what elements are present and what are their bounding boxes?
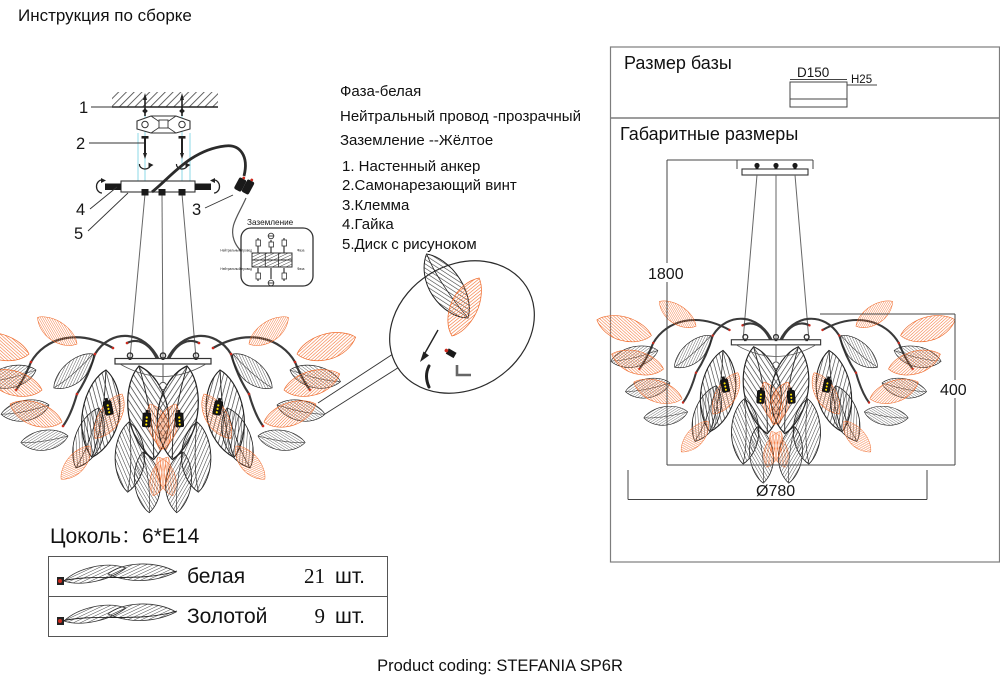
nut <box>142 189 149 196</box>
base-height-label: H25 <box>851 74 873 86</box>
parts-item-5: 5.Диск с рисуноком <box>342 235 477 253</box>
ceiling-hatch <box>112 92 218 107</box>
nut <box>159 189 166 196</box>
dim-diameter-label: Ø780 <box>756 483 796 500</box>
gold-leaf-icon <box>53 601 183 633</box>
suspension-wires-left <box>130 194 196 358</box>
grounding-box <box>220 218 313 286</box>
table-row-white <box>49 557 387 596</box>
screw <box>139 136 153 169</box>
nut <box>179 189 186 196</box>
terminal-label-neutral-bottom: Нейтральный провод <box>220 267 252 271</box>
detail-callout <box>318 234 559 420</box>
base-diameter-label: D150 <box>797 65 830 80</box>
base-drawing <box>790 65 877 107</box>
leaf-color-name: белая <box>187 564 246 588</box>
leaf-unit: шт. <box>335 604 365 628</box>
terminal-clamp <box>234 173 256 196</box>
callout-3: 3 <box>192 201 202 219</box>
parts-item-2: 2.Самонарезающий винт <box>342 177 517 195</box>
dims-panel-title: Габаритные размеры <box>620 124 799 144</box>
wiring-legend <box>340 80 581 154</box>
grounding-label: Заземление <box>247 218 294 227</box>
wiring-phase: Фаза-белая <box>340 83 422 100</box>
callout-4: 4 <box>76 201 86 219</box>
terminal-label-phase-top: Фаза <box>297 248 305 253</box>
mounting-bracket <box>137 116 190 133</box>
table-row-gold <box>49 596 387 636</box>
leaf-color-name: Золотой <box>187 604 268 628</box>
parts-list <box>342 157 517 254</box>
parts-item-1: 1. Настенный анкер <box>342 158 481 175</box>
leaf-table <box>48 556 388 637</box>
leaf-qty: 9 <box>314 604 325 628</box>
terminal-label-neutral-top: Нейтральный провод <box>220 248 252 253</box>
wiring-neutral: Нейтральный провод -прозрачный <box>340 107 581 125</box>
page-title: Инструкция по сборке <box>18 6 192 25</box>
chandelier-left <box>0 310 360 514</box>
dim-drop-label: 1800 <box>648 266 684 283</box>
callout-5: 5 <box>74 225 84 243</box>
callout-1: 1 <box>79 99 89 117</box>
leaf-qty: 21 <box>304 564 325 588</box>
leaf-unit: шт. <box>335 564 365 588</box>
parts-item-3: 3.Клемма <box>342 196 410 214</box>
socket-spec: Цоколь：6*E14 <box>50 525 200 548</box>
parts-item-4: 4.Гайка <box>342 216 394 234</box>
white-leaf-icon <box>53 561 183 593</box>
dim-body-label: 400 <box>940 382 967 399</box>
terminal-label-phase-bottom: Фаза <box>297 267 305 271</box>
callout-2: 2 <box>76 135 86 153</box>
base-panel-title: Размер базы <box>624 53 732 73</box>
product-coding: Product coding: STEFANIA SP6R <box>377 657 623 675</box>
wiring-ground: Заземление --Жёлтое <box>340 132 494 149</box>
ceiling-section <box>112 92 218 107</box>
